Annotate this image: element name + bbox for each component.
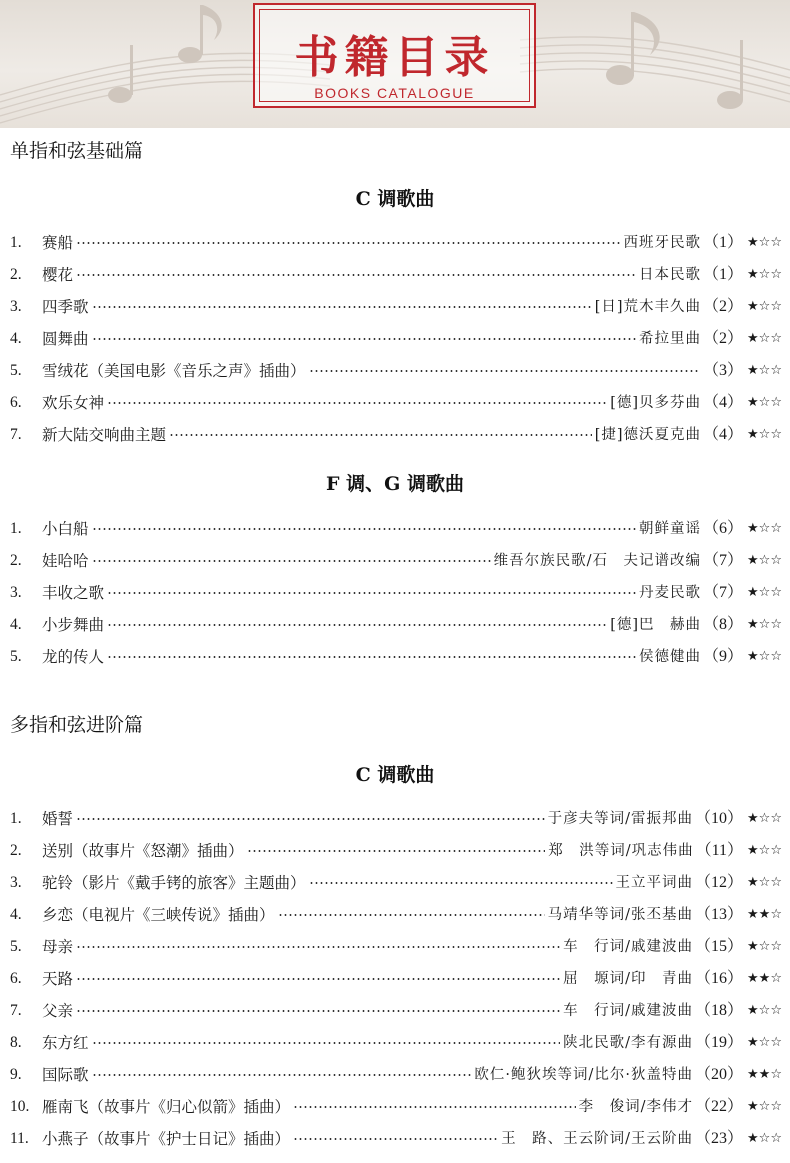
page-number: （2） bbox=[703, 298, 744, 315]
song-author: 王 路、王云阶词/王云阶曲 bbox=[501, 1131, 694, 1147]
difficulty-stars: ★☆☆ bbox=[747, 521, 782, 536]
song-title: 赛船 bbox=[42, 234, 74, 252]
difficulty-stars: ★☆☆ bbox=[747, 427, 782, 442]
entry-number: 9. bbox=[10, 1066, 22, 1083]
toc-entry[interactable] bbox=[0, 328, 790, 350]
toc-entry[interactable] bbox=[0, 872, 790, 894]
song-title: 丰收之歌 bbox=[42, 584, 105, 602]
entry-number: 4. bbox=[10, 330, 22, 347]
catalogue-title-box bbox=[253, 3, 536, 108]
song-title: 东方红 bbox=[42, 1034, 89, 1052]
entry-number: 5. bbox=[10, 648, 22, 665]
entry-number: 6. bbox=[10, 970, 22, 987]
page-number: （2） bbox=[703, 330, 744, 347]
song-author: [日]荒木丰久曲 bbox=[594, 299, 702, 315]
toc-entry[interactable] bbox=[0, 1032, 790, 1054]
page-number: （23） bbox=[695, 1130, 744, 1147]
dot-leader bbox=[76, 274, 636, 276]
entry-number: 3. bbox=[10, 874, 22, 891]
entry-line bbox=[42, 550, 782, 572]
difficulty-stars: ★☆☆ bbox=[747, 939, 782, 954]
toc-entry[interactable] bbox=[0, 646, 790, 668]
page-number: （1） bbox=[703, 234, 744, 251]
song-author: 侯德健曲 bbox=[639, 649, 702, 665]
difficulty-stars: ★☆☆ bbox=[747, 585, 782, 600]
song-title: 小白船 bbox=[42, 520, 89, 538]
difficulty-stars: ★★☆ bbox=[747, 1067, 782, 1082]
entry-number: 1. bbox=[10, 520, 22, 537]
difficulty-stars: ★☆☆ bbox=[747, 395, 782, 410]
key-group-title: F 调、G 调歌曲 bbox=[326, 473, 464, 495]
page-number: （3） bbox=[703, 362, 744, 379]
song-title: 雁南飞（故事片《归心似箭》插曲） bbox=[42, 1098, 291, 1116]
difficulty-stars: ★☆☆ bbox=[747, 811, 782, 826]
toc-entry[interactable] bbox=[0, 904, 790, 926]
song-author: 车 行词/戚建波曲 bbox=[563, 939, 694, 955]
entry-number: 4. bbox=[10, 906, 22, 923]
song-author: 丹麦民歌 bbox=[639, 585, 702, 601]
page-number: （16） bbox=[695, 970, 744, 987]
dot-leader bbox=[293, 1138, 498, 1140]
song-author: 希拉里曲 bbox=[639, 331, 702, 347]
page-number: （15） bbox=[695, 938, 744, 955]
page-number: （10） bbox=[695, 810, 744, 827]
entry-number: 10. bbox=[10, 1098, 30, 1115]
toc-entry[interactable] bbox=[0, 424, 790, 446]
difficulty-stars: ★☆☆ bbox=[747, 235, 782, 250]
song-title: 小燕子（故事片《护士日记》插曲） bbox=[42, 1130, 291, 1148]
key-group-title: C 调歌曲 bbox=[355, 188, 435, 210]
page-number: （13） bbox=[695, 906, 744, 923]
song-author: [德]贝多芬曲 bbox=[610, 395, 702, 411]
entry-line bbox=[42, 646, 782, 668]
difficulty-stars: ★☆☆ bbox=[747, 331, 782, 346]
entry-line bbox=[42, 518, 782, 540]
toc-entry[interactable] bbox=[0, 232, 790, 254]
catalogue-title: 书籍目录 bbox=[294, 32, 495, 83]
dot-leader bbox=[76, 946, 560, 948]
page-number: （4） bbox=[703, 394, 744, 411]
song-title: 婚誓 bbox=[42, 810, 74, 828]
page-number: （12） bbox=[695, 874, 744, 891]
entry-line bbox=[42, 360, 782, 382]
difficulty-stars: ★☆☆ bbox=[747, 553, 782, 568]
entry-line bbox=[42, 1128, 782, 1150]
difficulty-stars: ★☆☆ bbox=[747, 875, 782, 890]
part-title: 多指和弦进阶篇 bbox=[10, 714, 144, 736]
dot-leader bbox=[92, 1042, 561, 1044]
difficulty-stars: ★★☆ bbox=[747, 971, 782, 986]
entry-line bbox=[42, 1064, 782, 1086]
song-author: 维吾尔族民歌/石 夫记谱改编 bbox=[493, 553, 702, 569]
page-number: （7） bbox=[703, 552, 744, 569]
difficulty-stars: ★☆☆ bbox=[747, 617, 782, 632]
toc-entry[interactable] bbox=[0, 392, 790, 414]
toc-entry[interactable] bbox=[0, 936, 790, 958]
toc-entry[interactable] bbox=[0, 1096, 790, 1118]
song-author: 西班牙民歌 bbox=[623, 235, 702, 251]
song-author: 车 行词/戚建波曲 bbox=[563, 1003, 694, 1019]
song-title: 驼铃（影片《戴手铐的旅客》主题曲） bbox=[42, 874, 306, 892]
song-author: 郑 洪等词/巩志伟曲 bbox=[548, 843, 694, 859]
page-number: （4） bbox=[703, 426, 744, 443]
dot-leader bbox=[92, 306, 592, 308]
dot-leader bbox=[107, 402, 607, 404]
page-number: （11） bbox=[695, 842, 744, 859]
song-title: 送别（故事片《怒潮》插曲） bbox=[42, 842, 244, 860]
dot-leader bbox=[107, 656, 636, 658]
entry-line bbox=[42, 264, 782, 286]
entry-line bbox=[42, 1032, 782, 1054]
toc-entry[interactable] bbox=[0, 360, 790, 382]
dot-leader bbox=[76, 1010, 560, 1012]
dot-leader bbox=[107, 624, 607, 626]
entry-line bbox=[42, 392, 782, 414]
song-title: 乡恋（电视片《三峡传说》插曲） bbox=[42, 906, 275, 924]
song-author: [捷]德沃夏克曲 bbox=[594, 427, 702, 443]
song-author: [德]巴 赫曲 bbox=[610, 617, 702, 633]
difficulty-stars: ★☆☆ bbox=[747, 843, 782, 858]
song-title: 欢乐女神 bbox=[42, 394, 105, 412]
entry-number: 1. bbox=[10, 234, 22, 251]
song-title: 娃哈哈 bbox=[42, 552, 89, 570]
dot-leader bbox=[92, 560, 491, 562]
dot-leader bbox=[247, 850, 546, 852]
song-title: 樱花 bbox=[42, 266, 74, 284]
song-title: 小步舞曲 bbox=[42, 616, 105, 634]
page-number: （7） bbox=[703, 584, 744, 601]
difficulty-stars: ★☆☆ bbox=[747, 363, 782, 378]
song-author: 日本民歌 bbox=[639, 267, 702, 283]
toc-entry[interactable] bbox=[0, 840, 790, 862]
entry-number: 3. bbox=[10, 584, 22, 601]
dot-leader bbox=[76, 242, 621, 244]
difficulty-stars: ★☆☆ bbox=[747, 1003, 782, 1018]
toc-entry[interactable] bbox=[0, 264, 790, 286]
entry-number: 7. bbox=[10, 426, 22, 443]
page-number: （1） bbox=[703, 266, 744, 283]
song-title: 国际歌 bbox=[42, 1066, 89, 1084]
song-author: 屈 塬词/印 青曲 bbox=[563, 971, 694, 987]
toc-entry[interactable] bbox=[0, 614, 790, 636]
toc-entry[interactable] bbox=[0, 808, 790, 830]
entry-number: 4. bbox=[10, 616, 22, 633]
toc-entry[interactable] bbox=[0, 1064, 790, 1086]
toc-entry[interactable] bbox=[0, 296, 790, 318]
catalogue-subtitle: BOOKS CATALOGUE bbox=[314, 85, 475, 101]
toc-entry[interactable] bbox=[0, 582, 790, 604]
song-author: 马靖华等词/张丕基曲 bbox=[547, 907, 694, 923]
song-title: 圆舞曲 bbox=[42, 330, 89, 348]
toc-entry[interactable] bbox=[0, 1128, 790, 1150]
difficulty-stars: ★☆☆ bbox=[747, 649, 782, 664]
entry-number: 2. bbox=[10, 842, 22, 859]
entry-line bbox=[42, 968, 782, 990]
entry-line bbox=[42, 614, 782, 636]
dot-leader bbox=[293, 1106, 576, 1108]
dot-leader bbox=[92, 1074, 472, 1076]
page-number: （22） bbox=[695, 1098, 744, 1115]
page-number: （6） bbox=[703, 520, 744, 537]
song-author: 陕北民歌/李有源曲 bbox=[563, 1035, 694, 1051]
toc-entry[interactable] bbox=[0, 550, 790, 572]
song-author: 王立平词曲 bbox=[615, 875, 694, 891]
entry-number: 2. bbox=[10, 266, 22, 283]
page-number: （20） bbox=[695, 1066, 744, 1083]
entry-number: 1. bbox=[10, 810, 22, 827]
dot-leader bbox=[309, 370, 699, 372]
song-author: 朝鲜童谣 bbox=[639, 521, 702, 537]
dot-leader bbox=[92, 528, 637, 530]
page-number: （18） bbox=[695, 1002, 744, 1019]
entry-line bbox=[42, 1000, 782, 1022]
entry-number: 5. bbox=[10, 362, 22, 379]
entry-line bbox=[42, 904, 782, 926]
entry-line bbox=[42, 840, 782, 862]
entry-line bbox=[42, 424, 782, 446]
entry-line bbox=[42, 1096, 782, 1118]
entry-line bbox=[42, 936, 782, 958]
entry-line bbox=[42, 582, 782, 604]
dot-leader bbox=[76, 818, 545, 820]
song-title: 母亲 bbox=[42, 938, 74, 956]
song-author: 李 俊词/李伟才 bbox=[578, 1099, 694, 1115]
song-author: 于彦夫等词/雷振邦曲 bbox=[547, 811, 694, 827]
entry-number: 3. bbox=[10, 298, 22, 315]
entry-line bbox=[42, 808, 782, 830]
dot-leader bbox=[76, 978, 560, 980]
page-number: （8） bbox=[703, 616, 744, 633]
part-title: 单指和弦基础篇 bbox=[10, 140, 144, 162]
header-banner bbox=[0, 0, 790, 128]
page-number: （19） bbox=[695, 1034, 744, 1051]
entry-number: 11. bbox=[10, 1130, 29, 1147]
entry-line bbox=[42, 872, 782, 894]
difficulty-stars: ★★☆ bbox=[747, 907, 782, 922]
dot-leader bbox=[278, 914, 545, 916]
toc-entry[interactable] bbox=[0, 518, 790, 540]
song-title: 父亲 bbox=[42, 1002, 74, 1020]
entry-number: 8. bbox=[10, 1034, 22, 1051]
song-title: 龙的传人 bbox=[42, 648, 105, 666]
key-group-title: C 调歌曲 bbox=[355, 764, 435, 786]
dot-leader bbox=[92, 338, 637, 340]
entry-line bbox=[42, 232, 782, 254]
toc-entry[interactable] bbox=[0, 1000, 790, 1022]
dot-leader bbox=[169, 434, 592, 436]
toc-entry[interactable] bbox=[0, 968, 790, 990]
difficulty-stars: ★☆☆ bbox=[747, 1035, 782, 1050]
difficulty-stars: ★☆☆ bbox=[747, 1099, 782, 1114]
song-title: 四季歌 bbox=[42, 298, 89, 316]
dot-leader bbox=[309, 882, 613, 884]
entry-number: 5. bbox=[10, 938, 22, 955]
song-title: 新大陆交响曲主题 bbox=[42, 426, 167, 444]
entry-number: 2. bbox=[10, 552, 22, 569]
song-author: 欧仁·鲍狄埃等词/比尔·狄盖特曲 bbox=[474, 1067, 694, 1083]
page-number: （9） bbox=[703, 648, 744, 665]
entry-line bbox=[42, 328, 782, 350]
difficulty-stars: ★☆☆ bbox=[747, 267, 782, 282]
difficulty-stars: ★☆☆ bbox=[747, 299, 782, 314]
song-title: 天路 bbox=[42, 970, 74, 988]
entry-number: 7. bbox=[10, 1002, 22, 1019]
entry-line bbox=[42, 296, 782, 318]
song-title: 雪绒花（美国电影《音乐之声》插曲） bbox=[42, 362, 306, 380]
difficulty-stars: ★☆☆ bbox=[747, 1131, 782, 1146]
dot-leader bbox=[107, 592, 636, 594]
entry-number: 6. bbox=[10, 394, 22, 411]
